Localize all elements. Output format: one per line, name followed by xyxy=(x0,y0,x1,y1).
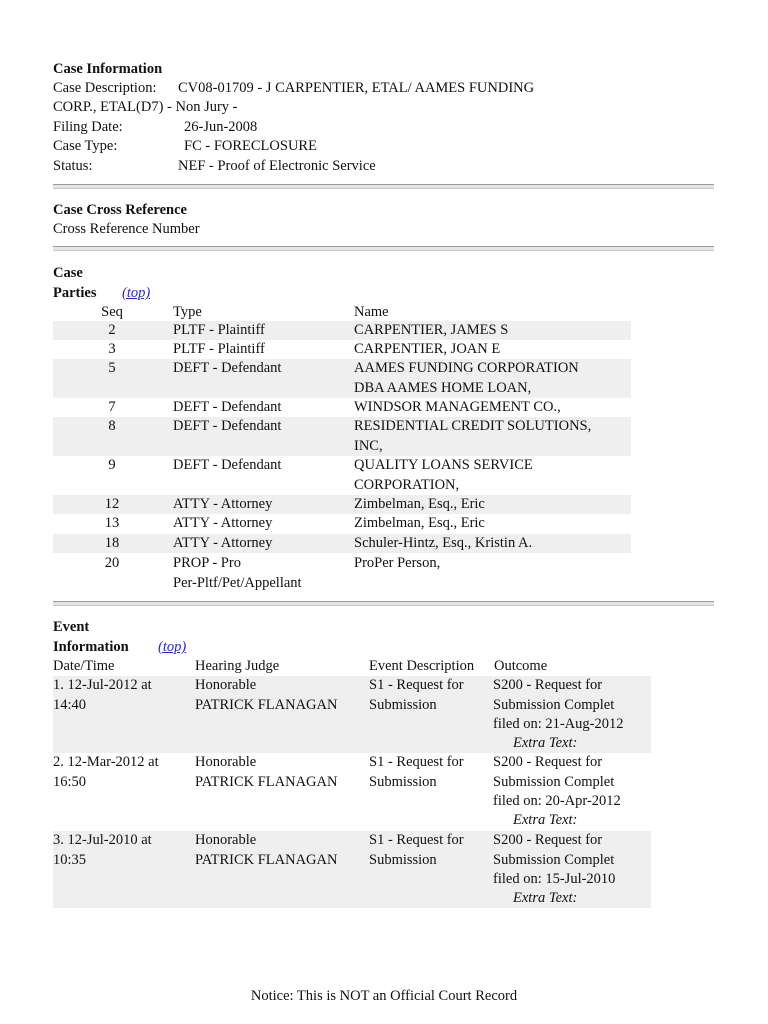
party-row xyxy=(53,321,631,340)
event-description: S1 - Request for Submission xyxy=(369,754,464,790)
party-seq: 2 xyxy=(108,322,116,338)
party-name: AAMES FUNDING CORPORATION DBA AAMES HOME LOAN, xyxy=(354,360,579,396)
party-name: Zimbelman, Esq., Eric xyxy=(354,515,485,531)
event-judge: Honorable PATRICK FLANAGAN xyxy=(195,832,338,868)
status-label: Status: xyxy=(53,158,93,174)
party-seq: 12 xyxy=(104,496,120,512)
not-official-notice: Notice: This is NOT an Official Court Record xyxy=(250,988,518,1004)
event-datetime: 2. 12-Mar-2012 at 16:50 xyxy=(53,754,159,790)
event-outcome: S200 - Request for Submission Complet filed on: 20-Apr-2012 xyxy=(493,754,621,809)
cross-reference-column-label: Cross Reference Number xyxy=(53,221,200,237)
party-type: ATTY - Attorney xyxy=(173,535,273,551)
case-type-label: Case Type: xyxy=(53,138,118,154)
party-type: ATTY - Attorney xyxy=(173,515,273,531)
event-description: S1 - Request for Submission xyxy=(369,832,464,868)
party-row xyxy=(53,359,631,398)
parties-column-type: Type xyxy=(173,304,202,320)
party-name: WINDSOR MANAGEMENT CO., xyxy=(354,399,561,415)
party-type: PLTF - Plaintiff xyxy=(173,322,265,338)
party-row xyxy=(53,417,631,456)
event-judge: Honorable PATRICK FLANAGAN xyxy=(195,754,338,790)
party-name: RESIDENTIAL CREDIT SOLUTIONS, INC, xyxy=(354,418,592,454)
party-row xyxy=(53,554,631,593)
events-heading-cont: Information xyxy=(53,639,129,655)
party-type: ATTY - Attorney xyxy=(173,496,273,512)
party-name: CARPENTIER, JAMES S xyxy=(354,322,509,338)
party-seq: 13 xyxy=(104,515,120,531)
events-top-link[interactable]: (top) xyxy=(158,639,187,655)
filing-date-value: 26-Jun-2008 xyxy=(184,119,258,135)
party-type: DEFT - Defendant xyxy=(173,360,282,376)
event-outcome: S200 - Request for Submission Complet filed on: 21-Aug-2012 xyxy=(493,677,624,732)
case-information-heading: Case Information xyxy=(53,61,163,77)
party-seq: 18 xyxy=(104,535,120,551)
case-description-value-cont: CORP., ETAL(D7) - Non Jury - xyxy=(53,99,238,115)
party-type: DEFT - Defendant xyxy=(173,418,282,434)
party-name: ProPer Person, xyxy=(354,555,441,571)
section-divider xyxy=(53,246,714,251)
section-divider xyxy=(53,601,714,606)
event-datetime: 1. 12-Jul-2012 at 14:40 xyxy=(53,677,152,713)
party-name: CARPENTIER, JOAN E xyxy=(354,341,501,357)
event-extra-text: Extra Text: xyxy=(513,735,578,751)
party-type: PROP - Pro Per-Pltf/Pet/Appellant xyxy=(173,555,302,591)
event-extra-text: Extra Text: xyxy=(513,890,578,906)
parties-top-link[interactable]: (top) xyxy=(122,285,151,301)
events-column-description: Event Description xyxy=(369,658,475,674)
events-column-judge: Hearing Judge xyxy=(195,658,280,674)
events-column-datetime: Date/Time xyxy=(53,658,115,674)
party-row xyxy=(53,495,631,514)
party-row xyxy=(53,456,631,495)
status-value: NEF - Proof of Electronic Service xyxy=(178,158,376,174)
parties-column-seq: Seq xyxy=(101,304,123,320)
event-extra-text: Extra Text: xyxy=(513,812,578,828)
party-seq: 5 xyxy=(108,360,116,376)
parties-heading-cont: Parties xyxy=(53,285,97,301)
party-type: DEFT - Defendant xyxy=(173,457,282,473)
event-row xyxy=(53,753,651,830)
party-seq: 9 xyxy=(108,457,116,473)
cross-reference-heading: Case Cross Reference xyxy=(53,202,187,218)
party-row xyxy=(53,340,631,359)
case-description-label: Case Description: xyxy=(53,80,157,96)
party-row xyxy=(53,398,631,417)
parties-heading: Case xyxy=(53,265,83,281)
party-type: PLTF - Plaintiff xyxy=(173,341,265,357)
party-seq: 20 xyxy=(104,555,120,571)
case-description-value: CV08-01709 - J CARPENTIER, ETAL/ AAMES FUNDING xyxy=(178,80,535,96)
party-seq: 8 xyxy=(108,418,116,434)
event-row xyxy=(53,676,651,753)
party-row xyxy=(53,534,631,553)
party-name: QUALITY LOANS SERVICE CORPORATION, xyxy=(354,457,533,493)
event-description: S1 - Request for Submission xyxy=(369,677,464,713)
party-name: Zimbelman, Esq., Eric xyxy=(354,496,485,512)
events-column-outcome: Outcome xyxy=(494,658,548,674)
event-judge: Honorable PATRICK FLANAGAN xyxy=(195,677,338,713)
event-row xyxy=(53,831,651,908)
parties-column-name: Name xyxy=(354,304,389,320)
party-seq: 7 xyxy=(108,399,116,415)
case-type-value: FC - FORECLOSURE xyxy=(184,138,317,154)
events-heading: Event xyxy=(53,619,90,635)
event-outcome: S200 - Request for Submission Complet filed on: 15-Jul-2010 xyxy=(493,832,616,887)
event-datetime: 3. 12-Jul-2010 at 10:35 xyxy=(53,832,152,868)
party-name: Schuler-Hintz, Esq., Kristin A. xyxy=(354,535,533,551)
party-row xyxy=(53,514,631,533)
party-type: DEFT - Defendant xyxy=(173,399,282,415)
section-divider xyxy=(53,184,714,189)
filing-date-label: Filing Date: xyxy=(53,119,123,135)
party-seq: 3 xyxy=(108,341,116,357)
